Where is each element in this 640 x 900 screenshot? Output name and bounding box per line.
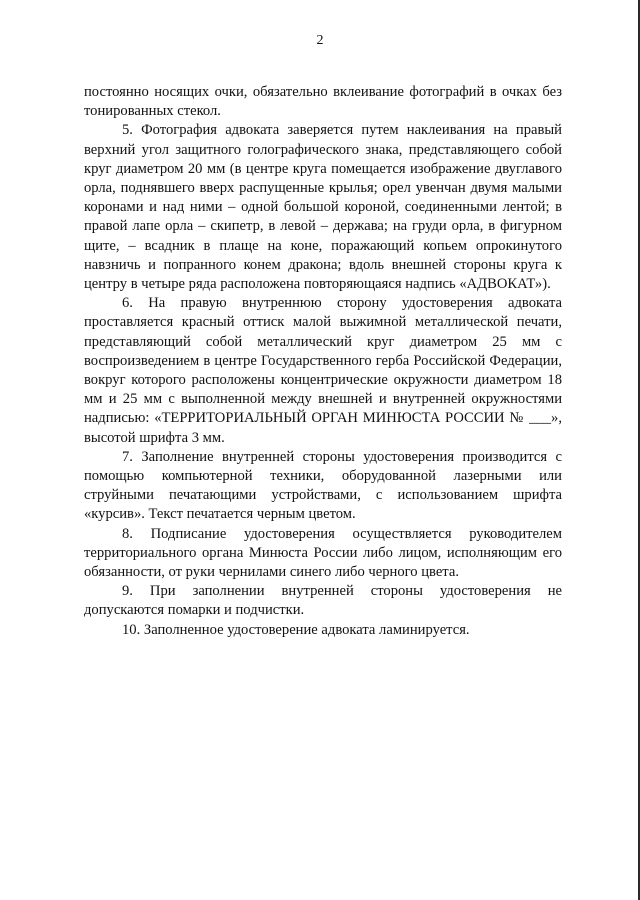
document-body (84, 83, 562, 640)
paragraph-item-10: 10. Заполненное удостоверение адвоката ламинируется. (122, 621, 470, 638)
paragraph-item-9: 9. При заполнении внутренней стороны удостоверения не допускаются помарки и подчистки. (84, 583, 562, 619)
paragraph-item-6: 6. На правую внутреннюю сторону удостоверения адвоката проставляется красный оттиск малой выжимной металлической печати, представляющий собой металлический круг диаметром 25 мм с воспроизведением в центре Государственного герба Российской Федерации, вокруг которого расположены концентрические окружности диаметром 18 мм и 25 мм с выполненной между внешней и внутренней окружностями надписью: «ТЕРРИТОРИАЛЬНЫЙ ОРГАН МИНЮСТА РОССИИ № ___», высотой шрифта 3 мм. (84, 295, 562, 446)
paragraph-continuation: постоянно носящих очки, обязательно вклеивание фотографий в очках без тонированных стекол. (84, 84, 562, 120)
paragraph-item-8: 8. Подписание удостоверения осуществляется руководителем территориального органа Минюста России либо лицом, исполняющим его обязанности, от руки чернилами синего либо черного цвета. (84, 525, 562, 581)
page-number: 2 (316, 33, 324, 48)
paragraph-item-7: 7. Заполнение внутренней стороны удостоверения производится с помощью компьютерной техники, оборудованной лазерными или струйными печатающими устройствами, с использованием шрифта «курсив». Текст печатается черным цветом. (84, 448, 562, 523)
paragraph-item-5: 5. Фотография адвоката заверяется путем наклеивания на правый верхний угол защитного голографического знака, представляющего собой круг диаметром 20 мм (в центре круга помещается изображение двуглавого орла, поднявшего вверх распущенные крылья; орел увенчан двумя малыми коронами и над ними – одной большой короной, соединенными лентой; в правой лапе орла – скипетр, в левой – держава; на груди орла, в фигурном щите, – всадник в плаще на коне, поражающий копьем опрокинутого навзничь и попранного конем дракона; вдоль внешней стороны круга к центру в четыре ряда расположена повторяющаяся надпись «АДВОКАТ»). (84, 122, 562, 293)
